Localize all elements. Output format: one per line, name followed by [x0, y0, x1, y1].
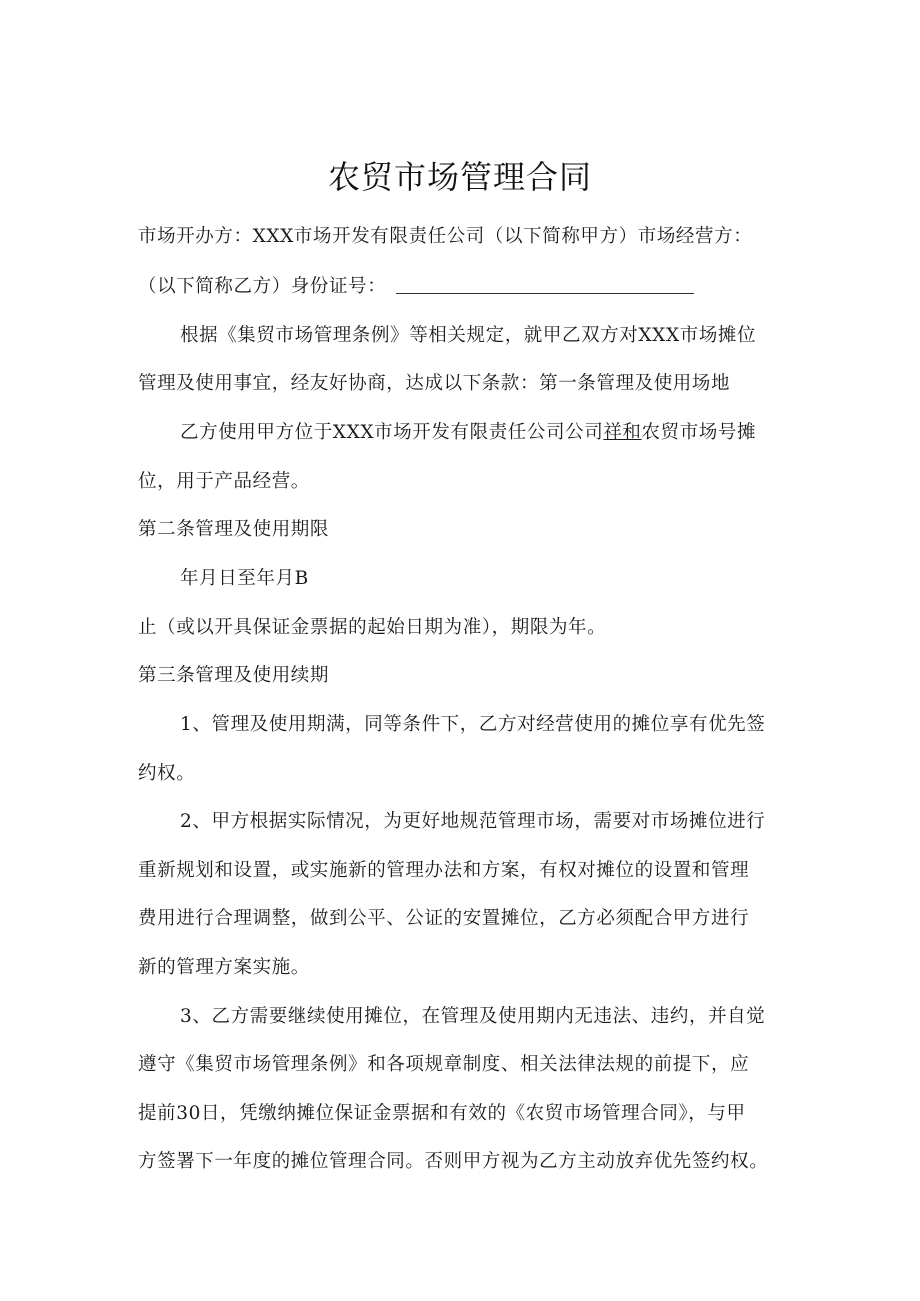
- clause-line: 重新规划和设置，或实施新的管理办法和方案，有权对摊位的设置和管理: [138, 860, 750, 881]
- clause-line: 提前30日，凭缴纳摊位保证金票据和有效的《农贸市场管理合同》，与甲: [138, 1103, 746, 1124]
- clause-line: 遵守《集贸市场管理条例》和各项规章制度、相关法律法规的前提下，应: [138, 1054, 750, 1075]
- location-text-end: 农贸市场号摊: [641, 422, 757, 443]
- clause-line: 约权。: [138, 763, 196, 784]
- underlined-market-name: 祥和: [603, 422, 642, 443]
- document-title: 农贸市场管理合同: [327, 158, 592, 196]
- party-a-line: 市场开办方：XXX市场开发有限责任公司（以下简称甲方）市场经营方：: [138, 226, 753, 247]
- clause-line: 1、管理及使用期满，同等条件下，乙方对经营使用的摊位享有优先签: [180, 714, 766, 735]
- paragraph-line: 止（或以开具保证金票据的起始日期为准），期限为年。: [138, 617, 607, 638]
- clause-line: 3、乙方需要继续使用摊位，在管理及使用期内无违法、违约，并自觉: [180, 1006, 766, 1027]
- paragraph-line: [180, 418, 788, 444]
- party-b-label: （以下简称乙方）身份证号：: [138, 276, 387, 297]
- paragraph-line: 管理及使用事宜，经友好协商，达成以下条款：第一条管理及使用场地: [138, 373, 731, 394]
- clause-line: 新的管理方案实施。: [138, 957, 310, 978]
- section-heading: 第三条管理及使用续期: [138, 665, 330, 686]
- clause-line: 方签署下一年度的摊位管理合同。否则甲方视为乙方主动放弃优先签约权。: [138, 1151, 769, 1172]
- location-text: 乙方使用甲方位于XXX市场开发有限责任公司公司: [180, 422, 604, 443]
- paragraph-line: 根据《集贸市场管理条例》等相关规定，就甲乙双方对XXX市场摊位: [180, 325, 757, 346]
- id-number-blank: [396, 277, 694, 294]
- section-heading: 第二条管理及使用期限: [138, 519, 330, 540]
- party-b-line: [138, 272, 788, 298]
- paragraph-line: 年月日至年月B: [180, 568, 309, 589]
- paragraph-line: 位，用于产品经营。: [138, 471, 310, 492]
- clause-line: 费用进行合理调整，做到公平、公证的安置摊位，乙方必须配合甲方进行: [138, 908, 750, 929]
- clause-line: 2、甲方根据实际情况，为更好地规范管理市场，需要对市场摊位进行: [180, 811, 766, 832]
